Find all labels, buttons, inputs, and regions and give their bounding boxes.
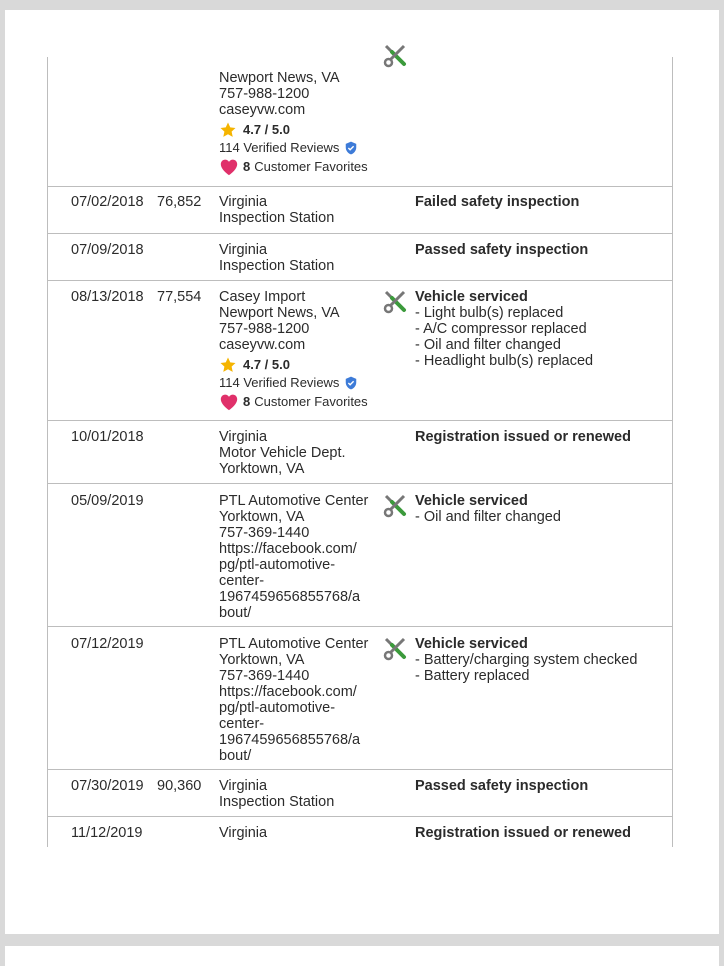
source-url-line[interactable]: 1967459656855768/a	[219, 589, 361, 605]
record-date: 07/30/2019	[71, 778, 144, 794]
record-date: 10/01/2018	[71, 429, 144, 445]
source-line: Virginia	[219, 194, 268, 210]
service-item: - Headlight bulb(s) replaced	[415, 353, 594, 369]
document-page	[5, 10, 719, 934]
verified-check-icon	[344, 141, 358, 155]
record-details	[415, 429, 670, 445]
source-line: Virginia	[219, 429, 268, 445]
source-line: PTL Automotive Center	[219, 493, 369, 509]
service-item-text: Light bulb(s) replaced	[423, 305, 564, 321]
favorites-label: Customer Favorites	[254, 394, 368, 409]
source-url-line[interactable]: https://facebook.com/	[219, 684, 357, 700]
service-item: - Battery replaced	[415, 668, 530, 684]
source-line: PTL Automotive Center	[219, 636, 369, 652]
source-line: Yorktown, VA	[219, 509, 305, 525]
record-details	[415, 289, 670, 369]
service-item: - Battery/charging system checked	[415, 652, 638, 668]
service-source	[219, 242, 379, 274]
next-page	[5, 946, 719, 966]
table-row	[48, 10, 672, 187]
table-row	[48, 626, 672, 770]
service-item-text: Oil and filter changed	[423, 509, 561, 525]
record-title: Passed safety inspection	[415, 242, 589, 258]
source-url-line[interactable]: pg/ptl-automotive-	[219, 700, 336, 716]
star-icon	[219, 121, 237, 139]
favorites-label: Customer Favorites	[254, 159, 368, 174]
service-source	[219, 289, 379, 412]
wrench-screwdriver-icon	[382, 288, 410, 316]
heart-icon	[219, 158, 239, 176]
source-line: Inspection Station	[219, 210, 335, 226]
source-line: Newport News, VA	[219, 70, 340, 86]
source-line: 757-369-1440	[219, 668, 310, 684]
service-icon-cell	[382, 492, 412, 524]
service-item-text: A/C compressor replaced	[423, 321, 587, 337]
source-line: Yorktown, VA	[219, 652, 305, 668]
record-details	[415, 778, 670, 794]
record-title: Vehicle serviced	[415, 289, 528, 305]
record-details	[415, 493, 670, 525]
source-line: 757-988-1200	[219, 321, 310, 337]
source-line: Motor Vehicle Dept.	[219, 445, 346, 461]
source-line: Virginia	[219, 778, 268, 794]
service-item-text: Oil and filter changed	[423, 337, 561, 353]
table-row	[48, 280, 672, 421]
customer-favorites	[219, 157, 379, 177]
source-url-line[interactable]: bout/	[219, 605, 252, 621]
wrench-screwdriver-icon	[382, 42, 410, 70]
service-icon-cell	[382, 42, 412, 74]
record-date: 07/09/2018	[71, 242, 144, 258]
rating	[219, 356, 379, 374]
source-line: Inspection Station	[219, 258, 335, 274]
favorites-count: 8	[243, 394, 251, 409]
record-title: Registration issued or renewed	[415, 825, 631, 841]
service-source	[219, 636, 379, 764]
source-line: Inspection Station	[219, 794, 335, 810]
source-url-line[interactable]: bout/	[219, 748, 252, 764]
wrench-screwdriver-icon	[382, 492, 410, 520]
source-line: Casey Import	[219, 289, 306, 305]
source-url-line[interactable]: pg/ptl-automotive-	[219, 557, 336, 573]
rating-value: 4.7 / 5.0	[243, 122, 290, 137]
reviews-label: 114 Verified Reviews	[219, 140, 340, 155]
service-item: - A/C compressor replaced	[415, 321, 587, 337]
record-date: 07/02/2018	[71, 194, 144, 210]
star-icon	[219, 356, 237, 374]
record-title: Vehicle serviced	[415, 493, 528, 509]
record-date: 08/13/2018	[71, 289, 144, 305]
table-row	[48, 233, 672, 281]
service-item-text: Battery replaced	[423, 668, 530, 684]
table-row	[48, 769, 672, 817]
odometer-reading: 76,852	[157, 194, 202, 210]
customer-favorites	[219, 392, 379, 412]
service-item: - Oil and filter changed	[415, 509, 561, 525]
record-details	[415, 825, 670, 841]
record-date: 11/12/2019	[71, 825, 143, 841]
source-line: Yorktown, VA	[219, 461, 305, 477]
service-source	[219, 493, 379, 621]
source-line: Newport News, VA	[219, 305, 340, 321]
source-line: 757-988-1200	[219, 86, 310, 102]
source-url-line[interactable]: 1967459656855768/a	[219, 732, 361, 748]
source-line[interactable]: caseyvw.com	[219, 337, 306, 353]
service-source	[219, 194, 379, 226]
service-item: - Oil and filter changed	[415, 337, 561, 353]
service-source	[219, 825, 379, 841]
vehicle-history-table	[47, 57, 673, 847]
verified-check-icon	[344, 376, 358, 390]
service-source	[219, 429, 379, 477]
table-row	[48, 186, 672, 234]
source-line: Virginia	[219, 825, 268, 841]
rating	[219, 121, 379, 139]
service-source	[219, 70, 379, 177]
table-row	[48, 816, 672, 847]
record-date: 05/09/2019	[71, 493, 144, 509]
record-date: 07/12/2019	[71, 636, 144, 652]
record-details	[415, 636, 670, 684]
record-details	[415, 242, 670, 258]
odometer-reading: 90,360	[157, 778, 202, 794]
record-title: Registration issued or renewed	[415, 429, 631, 445]
verified-reviews	[219, 139, 379, 157]
odometer-reading: 77,554	[157, 289, 202, 305]
reviews-label: 114 Verified Reviews	[219, 375, 340, 390]
table-row	[48, 483, 672, 627]
wrench-screwdriver-icon	[382, 635, 410, 663]
record-details	[415, 194, 670, 210]
source-line[interactable]: caseyvw.com	[219, 102, 306, 118]
service-item-text: Headlight bulb(s) replaced	[423, 353, 594, 369]
service-icon-cell	[382, 635, 412, 667]
service-icon-cell	[382, 288, 412, 320]
heart-icon	[219, 393, 239, 411]
verified-reviews	[219, 374, 379, 392]
source-line: Virginia	[219, 242, 268, 258]
source-url-line[interactable]: center-	[219, 573, 265, 589]
source-url-line[interactable]: center-	[219, 716, 265, 732]
favorites-count: 8	[243, 159, 251, 174]
table-row	[48, 420, 672, 484]
service-item: - Light bulb(s) replaced	[415, 305, 564, 321]
source-line: 757-369-1440	[219, 525, 310, 541]
service-item-text: Battery/charging system checked	[423, 652, 638, 668]
rating-value: 4.7 / 5.0	[243, 357, 290, 372]
record-title: Failed safety inspection	[415, 194, 580, 210]
record-title: Passed safety inspection	[415, 778, 589, 794]
service-source	[219, 778, 379, 810]
source-url-line[interactable]: https://facebook.com/	[219, 541, 357, 557]
record-title: Vehicle serviced	[415, 636, 528, 652]
